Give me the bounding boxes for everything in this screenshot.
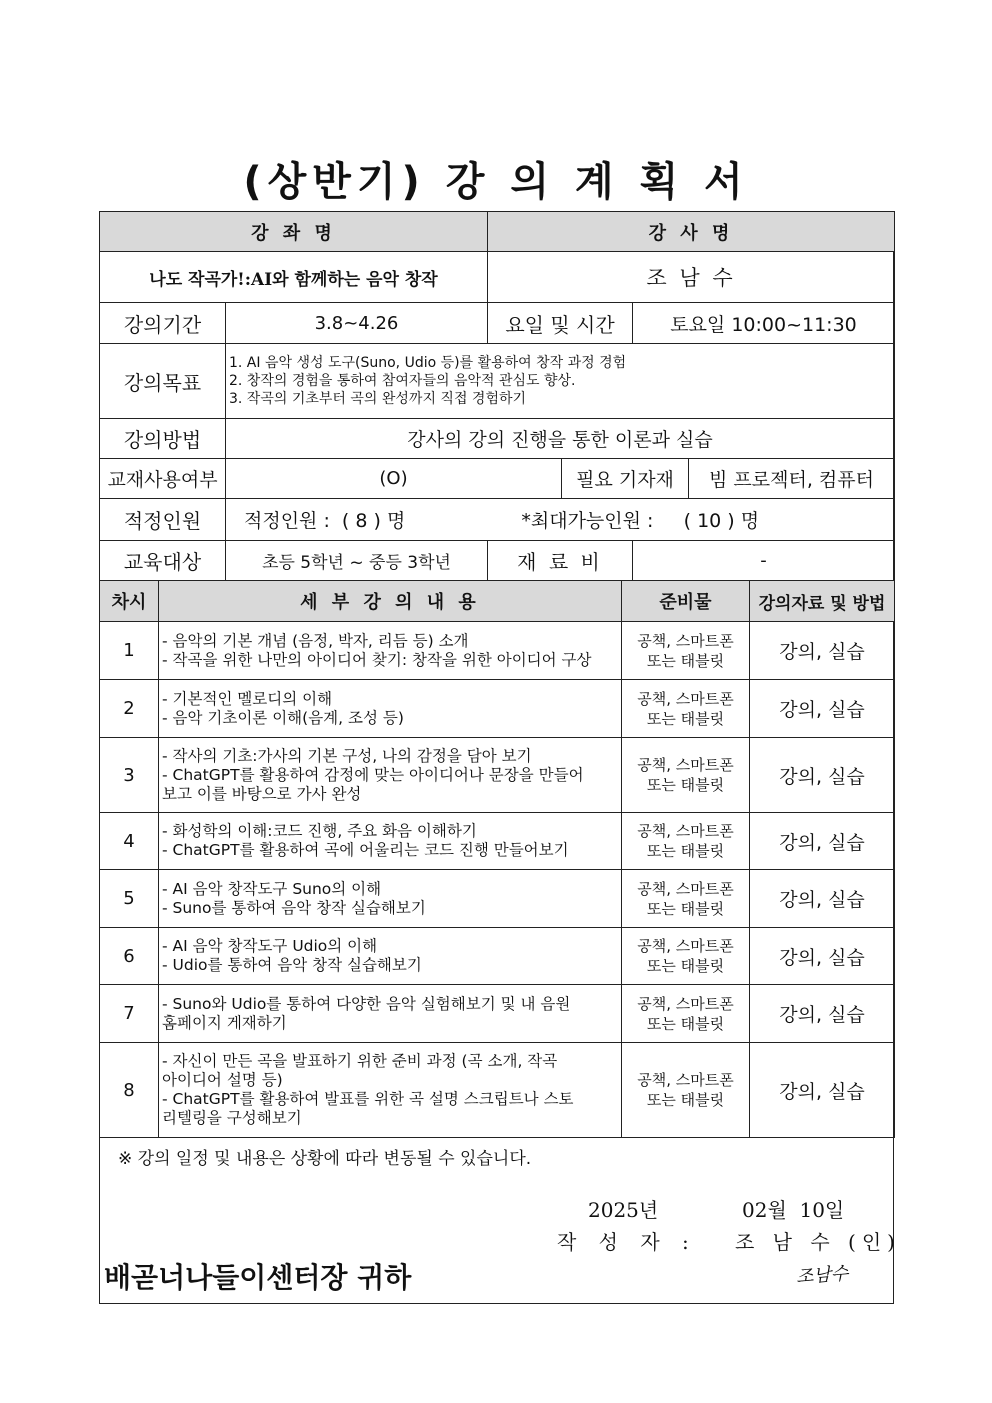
content-line: - Suno와 Udio를 통하여 다양한 음악 실험해보기 및 내 음원 <box>162 994 571 1013</box>
capacity-value: 적정인원 : ( 8 ) 명 <box>244 510 406 532</box>
prep-line: 또는 태블릿 <box>646 957 725 975</box>
session-content <box>159 680 622 738</box>
course-name-header: 강 좌 명 <box>100 212 488 252</box>
fee-value: - <box>633 541 895 581</box>
session-prep <box>622 738 750 813</box>
target-label: 교육대상 <box>100 541 226 581</box>
prep-line: 또는 태블릿 <box>646 1014 725 1033</box>
date-month-day: 02월 10일 <box>742 1198 845 1222</box>
session-method: 강의, 실습 <box>750 985 895 1043</box>
table-row <box>100 680 895 738</box>
schedule-note: ※ 강의 일정 및 내용은 상황에 따라 변동될 수 있습니다. <box>118 1149 532 1169</box>
prep-line: 또는 태블릿 <box>646 651 725 670</box>
prep-line: 공책, 스마트폰 <box>637 689 734 708</box>
session-content <box>159 870 622 928</box>
session-method: 강의, 실습 <box>750 680 895 738</box>
table-row <box>100 813 895 870</box>
prep-header: 준비물 <box>622 581 750 622</box>
instructor-header: 강 사 명 <box>488 212 895 252</box>
session-prep <box>622 813 750 870</box>
content-line: - ChatGPT를 활용하여 발표를 위한 곡 설명 스크립트나 스토 <box>162 1090 574 1108</box>
table-row <box>100 985 895 1043</box>
prep-line: 또는 태블릿 <box>646 842 725 860</box>
prep-line: 공책, 스마트폰 <box>637 879 734 898</box>
prep-line: 공책, 스마트폰 <box>637 822 734 840</box>
session-prep <box>622 870 750 928</box>
session-content <box>159 813 622 870</box>
content-line: 아이디어 설명 등) <box>162 1071 283 1089</box>
content-line: - ChatGPT를 활용하여 곡에 어울리는 코드 진행 만들어보기 <box>162 841 569 859</box>
period-value: 3.8~4.26 <box>226 303 488 344</box>
session-method: 강의, 실습 <box>750 622 895 680</box>
target-value: 초등 5학년 ~ 중등 3학년 <box>226 541 488 581</box>
method-row-table <box>99 418 895 459</box>
session-content <box>159 985 622 1043</box>
content-line: 보고 이를 바탕으로 가사 완성 <box>162 784 362 803</box>
content-line: 홈페이지 게재하기 <box>162 1013 287 1032</box>
max-capacity-value: *최대가능인원 : ( 10 ) 명 <box>521 510 760 532</box>
day-time-label: 요일 및 시간 <box>488 303 633 344</box>
textbook-label: 교재사용여부 <box>100 459 226 499</box>
content-line: 리텔링을 구성해보기 <box>162 1109 302 1127</box>
goal-list <box>226 344 895 419</box>
session-prep <box>622 928 750 985</box>
session-number: 7 <box>100 985 159 1043</box>
session-method: 강의, 실습 <box>750 813 895 870</box>
content-line: - ChatGPT를 활용하여 감정에 맞는 아이디어나 문장을 만들어 <box>162 765 584 784</box>
session-content <box>159 1043 622 1138</box>
prep-line: 공책, 스마트폰 <box>637 756 734 774</box>
session-prep <box>622 622 750 680</box>
prep-line: 공책, 스마트폰 <box>637 994 734 1013</box>
session-method: 강의, 실습 <box>750 1043 895 1138</box>
content-line: - Udio를 통하여 음악 창작 실습해보기 <box>162 956 422 974</box>
session-number: 2 <box>100 680 159 738</box>
method-value: 강사의 강의 진행을 통한 이론과 실습 <box>226 419 895 459</box>
equipment-value: 빔 프로젝터, 컴퓨터 <box>689 459 895 499</box>
goal-item: 2. 창작의 경험을 통하여 참여자들의 음악적 관심도 향상. <box>229 373 576 389</box>
content-line: - AI 음악 창작도구 Suno의 이해 <box>162 879 382 898</box>
session-header: 차시 <box>100 581 159 622</box>
session-content <box>159 928 622 985</box>
content-line: - 자신이 만든 곡을 발표하기 위한 준비 과정 (곡 소개, 작곡 <box>162 1052 558 1070</box>
goal-row-table <box>99 343 895 419</box>
signature: 조남수 <box>795 1263 849 1288</box>
period-row-table <box>99 302 895 344</box>
session-number: 6 <box>100 928 159 985</box>
session-number: 3 <box>100 738 159 813</box>
capacity-label: 적정인원 <box>100 499 226 541</box>
content-line: - 음악의 기본 개념 (음정, 박자, 리듬 등) 소개 <box>162 631 469 650</box>
content-line: - 작곡을 위한 나만의 아이디어 찾기: 창작을 위한 아이디어 구상 <box>162 650 592 669</box>
goal-item: 1. AI 음악 생성 도구(Suno, Udio 등)를 활용하여 창작 과정 경험 <box>229 355 627 371</box>
goal-label: 강의목표 <box>100 344 226 419</box>
session-number: 1 <box>100 622 159 680</box>
content-line: - 작사의 기초:가사의 기본 구성, 나의 감정을 담아 보기 <box>162 746 532 765</box>
capacity-row-table <box>99 498 895 541</box>
method-label: 강의방법 <box>100 419 226 459</box>
session-prep <box>622 680 750 738</box>
date-year: 2025년 <box>588 1198 659 1222</box>
equipment-label: 필요 기자재 <box>562 459 689 499</box>
session-method: 강의, 실습 <box>750 738 895 813</box>
content-line: - 기본적인 멜로디의 이해 <box>162 689 333 708</box>
author-label: 작 성 자 : <box>557 1230 697 1254</box>
session-number: 8 <box>100 1043 159 1138</box>
table-row <box>100 870 895 928</box>
session-method: 강의, 실습 <box>750 870 895 928</box>
prep-line: 또는 태블릿 <box>646 1091 725 1109</box>
table-row <box>100 928 895 985</box>
course-name-value: 나도 작곡가!:AI와 함께하는 음악 창작 <box>100 252 488 303</box>
content-header: 세 부 강 의 내 용 <box>159 581 622 622</box>
session-number: 4 <box>100 813 159 870</box>
session-content <box>159 738 622 813</box>
prep-line: 공책, 스마트폰 <box>637 937 734 955</box>
session-number: 5 <box>100 870 159 928</box>
fee-label: 재 료 비 <box>488 541 633 581</box>
prep-line: 공책, 스마트폰 <box>637 1071 734 1089</box>
session-prep <box>622 985 750 1043</box>
prep-line: 또는 태블릿 <box>646 776 725 794</box>
table-row <box>100 622 895 680</box>
capacity-values <box>226 499 895 541</box>
schedule-table <box>99 580 895 1138</box>
recipient: 배곧너나들이센터장 귀하 <box>104 1261 412 1294</box>
content-line: - AI 음악 창작도구 Udio의 이해 <box>162 937 378 955</box>
content-line: - 화성학의 이해:코드 진행, 주요 화음 이해하기 <box>162 822 477 840</box>
textbook-row-table <box>99 458 895 499</box>
table-row <box>100 738 895 813</box>
instructor-name-value: 조 남 수 <box>488 252 895 303</box>
course-header-table <box>99 211 895 303</box>
prep-line: 공책, 스마트폰 <box>637 631 734 650</box>
author-name: 조 남 수 (인) <box>735 1230 901 1254</box>
method-material-header: 강의자료 및 방법 <box>750 581 895 622</box>
textbook-value: (O) <box>226 459 562 499</box>
target-row-table <box>99 540 895 581</box>
goal-item: 3. 작곡의 기초부터 곡의 완성까지 직접 경험하기 <box>229 391 527 407</box>
prep-line: 또는 태블릿 <box>646 709 725 728</box>
document-title: (상반기) 강 의 계 획 서 <box>243 159 749 205</box>
day-time-value: 토요일 10:00~11:30 <box>633 303 895 344</box>
session-content <box>159 622 622 680</box>
content-line: - Suno를 통하여 음악 창작 실습해보기 <box>162 898 426 917</box>
session-prep <box>622 1043 750 1138</box>
content-line: - 음악 기초이론 이해(음계, 조성 등) <box>162 708 404 727</box>
table-row <box>100 1043 895 1138</box>
period-label: 강의기간 <box>100 303 226 344</box>
prep-line: 또는 태블릿 <box>646 899 725 918</box>
session-method: 강의, 실습 <box>750 928 895 985</box>
